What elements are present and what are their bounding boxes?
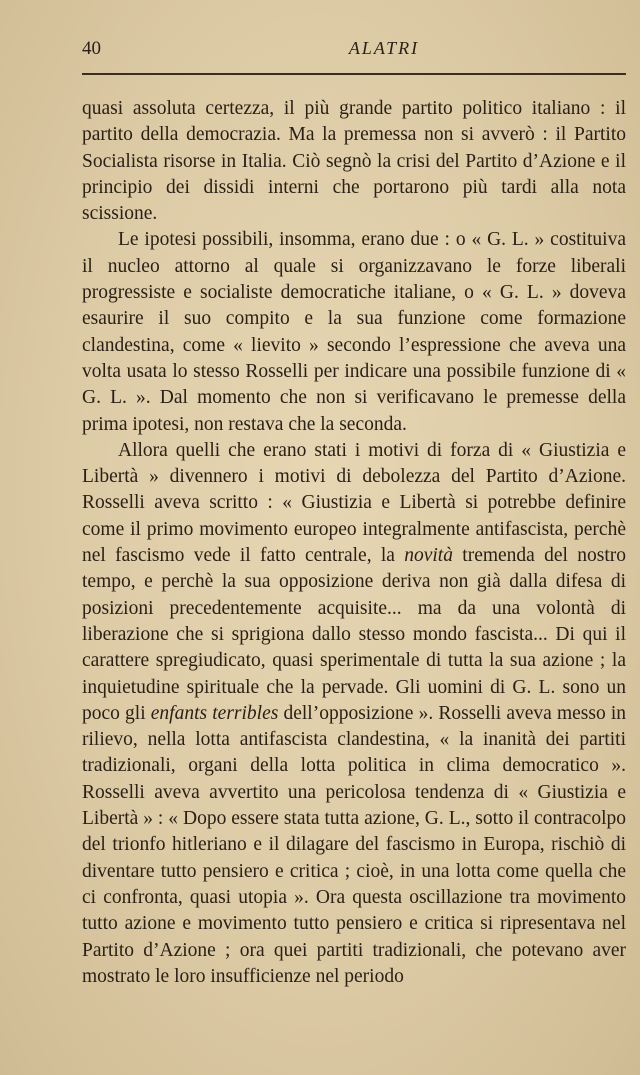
running-head: ALATRI <box>348 38 420 58</box>
body-text <box>82 96 626 990</box>
paragraph-3 <box>82 438 626 990</box>
page-number: 40 <box>82 38 101 59</box>
page-header <box>82 34 626 74</box>
text-segment: Le ipotesi possibili, insomma, erano due : o « G. L. » costituiva il nucleo attorno al quale si organizzavano le forze liberali progressiste e socialiste democratiche italiane, o « G. L. » doveva esaurire il suo compito e la sua funzione come formazione clandestina, come « lievito » secondo l’espressione che aveva una volta usata lo stesso Rosselli per indicare una possibile funzione di « G. L. ». Dal momento che non si verificavano le premesse della prima ipotesi, non restava che la seconda. <box>82 229 626 435</box>
text-segment: Allora quelli che erano stati i motivi di forza di « Giustizia e Libertà » divennero i motivi di debolezza del Partito d’Azione. Rosselli aveva scritto : « Giustizia e Libertà si potrebbe definire come il primo movimento europeo integralmente antifascista, perchè nel fascismo vede il fatto centrale, la <box>82 439 626 567</box>
paragraph-2 <box>82 227 626 437</box>
italic-text-segment: enfants terribles <box>150 702 279 724</box>
text-segment: dell’opposizione ». Rosselli aveva messo in rilievo, nella lotta antifascista clandestina, « la inanità dei partiti tradizionali, organi della lotta politica in clima democratico ». Rosselli aveva avvertito una pericolosa tendenza di « Giustizia e Libertà » : « Dopo essere stata tutta azione, G. L., sotto il contracolpo del trionfo hitleriano e il dilagare del fascismo in Europa, rischiò di diventare tutto pensiero e critica ; cioè, in una lotta come quella che ci confronta, quasi utopia ». Ora questa oscillazione tra movimento tutto azione e movimento tutto pensiero e critica si ripresentava nel Partito d’Azione ; ora quei partiti tradizionali, che potevano aver mostrato le loro insufficienze nel periodo <box>82 702 626 987</box>
text-segment: quasi assoluta certezza, il più grande partito politico italiano : il partito della democrazia. Ma la premessa non si avverò : il Partito Socialista risorse in Italia. Ciò segnò la crisi del Partito d’Azione e il principio dei dissidi interni che portarono più tardi alla nota scissione. <box>82 98 626 225</box>
text-segment: tremenda del nostro tempo, e perchè la sua opposizione deriva non già dalla difesa di posizioni precedentemente acquisite... ma da una volontà di liberazione che si sprigiona dallo stesso mondo fascista... Di qui il carattere spregiudicato, quasi sperimentale di tutta la sua azione ; la inquietudine spirituale che la pervade. Gli uomini di G. L. sono un poco gli <box>82 545 626 724</box>
italic-text-segment: novità <box>404 545 453 567</box>
paragraph-1 <box>82 96 626 227</box>
header-rule <box>82 73 626 75</box>
